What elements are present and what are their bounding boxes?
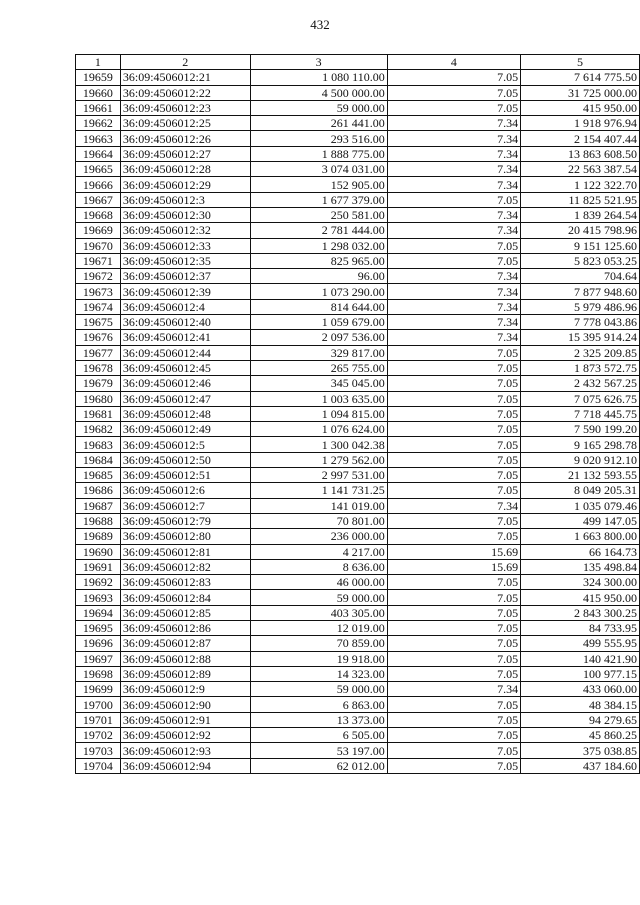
cadastral-number-cell: 36:09:4506012:22 — [120, 85, 250, 100]
area-value-cell: 2 781 444.00 — [250, 223, 387, 238]
cadastral-number-cell: 36:09:4506012:44 — [120, 345, 250, 360]
cadastral-number-cell: 36:09:4506012:84 — [120, 590, 250, 605]
table-row — [76, 636, 640, 651]
row-number-cell: 19670 — [76, 238, 121, 253]
area-value-cell: 59 000.00 — [250, 590, 387, 605]
rate-value-cell: 15.69 — [387, 544, 520, 559]
cadastral-number-cell: 36:09:4506012:85 — [120, 605, 250, 620]
total-value-cell: 48 384.15 — [521, 697, 640, 712]
area-value-cell: 62 012.00 — [250, 758, 387, 773]
area-value-cell: 1 300 042.38 — [250, 437, 387, 452]
rate-value-cell: 7.05 — [387, 70, 520, 85]
rate-value-cell: 7.05 — [387, 620, 520, 635]
total-value-cell: 135 498.84 — [521, 559, 640, 574]
table-row — [76, 620, 640, 635]
total-value-cell: 7 590 199.20 — [521, 422, 640, 437]
row-number-cell: 19678 — [76, 360, 121, 375]
total-value-cell: 15 395 914.24 — [521, 330, 640, 345]
rate-value-cell: 7.05 — [387, 743, 520, 758]
total-value-cell: 7 075 626.75 — [521, 391, 640, 406]
total-value-cell: 7 778 043.86 — [521, 315, 640, 330]
table-row — [76, 100, 640, 115]
row-number-cell: 19682 — [76, 422, 121, 437]
rate-value-cell: 7.05 — [387, 406, 520, 421]
table-row — [76, 437, 640, 452]
row-number-cell: 19672 — [76, 269, 121, 284]
area-value-cell: 1 677 379.00 — [250, 192, 387, 207]
total-value-cell: 9 020 912.10 — [521, 452, 640, 467]
rate-value-cell: 7.34 — [387, 284, 520, 299]
total-value-cell: 433 060.00 — [521, 682, 640, 697]
table-row — [76, 483, 640, 498]
table-row — [76, 284, 640, 299]
total-value-cell: 2 154 407.44 — [521, 131, 640, 146]
table-row — [76, 468, 640, 483]
cadastral-number-cell: 36:09:4506012:80 — [120, 529, 250, 544]
table-row — [76, 253, 640, 268]
table-row — [76, 330, 640, 345]
cadastral-number-cell: 36:09:4506012:45 — [120, 360, 250, 375]
rate-value-cell: 7.05 — [387, 422, 520, 437]
area-value-cell: 1 298 032.00 — [250, 238, 387, 253]
cadastral-number-cell: 36:09:4506012:39 — [120, 284, 250, 299]
header-row — [76, 55, 640, 70]
total-value-cell: 1 663 800.00 — [521, 529, 640, 544]
row-number-cell: 19703 — [76, 743, 121, 758]
total-value-cell: 140 421.90 — [521, 651, 640, 666]
row-number-cell: 19668 — [76, 207, 121, 222]
area-value-cell: 70 859.00 — [250, 636, 387, 651]
area-value-cell: 1 003 635.00 — [250, 391, 387, 406]
area-value-cell: 1 076 624.00 — [250, 422, 387, 437]
cadastral-number-cell: 36:09:4506012:46 — [120, 376, 250, 391]
rate-value-cell: 7.34 — [387, 223, 520, 238]
table-row — [76, 299, 640, 314]
area-value-cell: 152 905.00 — [250, 177, 387, 192]
area-value-cell: 8 636.00 — [250, 559, 387, 574]
row-number-cell: 19661 — [76, 100, 121, 115]
area-value-cell: 14 323.00 — [250, 666, 387, 681]
rate-value-cell: 7.05 — [387, 376, 520, 391]
area-value-cell: 825 965.00 — [250, 253, 387, 268]
area-value-cell: 12 019.00 — [250, 620, 387, 635]
table-row — [76, 743, 640, 758]
rate-value-cell: 7.05 — [387, 651, 520, 666]
row-number-cell: 19683 — [76, 437, 121, 452]
total-value-cell: 2 325 209.85 — [521, 345, 640, 360]
area-value-cell: 13 373.00 — [250, 712, 387, 727]
area-value-cell: 1 080 110.00 — [250, 70, 387, 85]
cadastral-number-cell: 36:09:4506012:40 — [120, 315, 250, 330]
cadastral-number-cell: 36:09:4506012:47 — [120, 391, 250, 406]
cadastral-number-cell: 36:09:4506012:51 — [120, 468, 250, 483]
row-number-cell: 19690 — [76, 544, 121, 559]
table-row — [76, 223, 640, 238]
table-row — [76, 712, 640, 727]
rate-value-cell: 7.05 — [387, 529, 520, 544]
row-number-cell: 19699 — [76, 682, 121, 697]
rate-value-cell: 7.05 — [387, 85, 520, 100]
area-value-cell: 70 801.00 — [250, 513, 387, 528]
table-row — [76, 666, 640, 681]
row-number-cell: 19684 — [76, 452, 121, 467]
total-value-cell: 375 038.85 — [521, 743, 640, 758]
row-number-cell: 19700 — [76, 697, 121, 712]
cadastral-number-cell: 36:09:4506012:90 — [120, 697, 250, 712]
area-value-cell: 6 863.00 — [250, 697, 387, 712]
area-value-cell: 1 059 679.00 — [250, 315, 387, 330]
total-value-cell: 8 049 205.31 — [521, 483, 640, 498]
rate-value-cell: 7.05 — [387, 697, 520, 712]
table-row — [76, 651, 640, 666]
cadastral-value-table — [75, 54, 640, 774]
column-header-4: 4 — [387, 55, 520, 70]
area-value-cell: 261 441.00 — [250, 116, 387, 131]
total-value-cell: 7 718 445.75 — [521, 406, 640, 421]
total-value-cell: 20 415 798.96 — [521, 223, 640, 238]
rate-value-cell: 7.05 — [387, 345, 520, 360]
row-number-cell: 19667 — [76, 192, 121, 207]
area-value-cell: 2 097 536.00 — [250, 330, 387, 345]
total-value-cell: 415 950.00 — [521, 100, 640, 115]
table-row — [76, 682, 640, 697]
cadastral-number-cell: 36:09:4506012:87 — [120, 636, 250, 651]
rate-value-cell: 7.05 — [387, 437, 520, 452]
row-number-cell: 19677 — [76, 345, 121, 360]
total-value-cell: 2 843 300.25 — [521, 605, 640, 620]
cadastral-number-cell: 36:09:4506012:33 — [120, 238, 250, 253]
table-row — [76, 575, 640, 590]
area-value-cell: 1 888 775.00 — [250, 146, 387, 161]
row-number-cell: 19659 — [76, 70, 121, 85]
cadastral-number-cell: 36:09:4506012:5 — [120, 437, 250, 452]
row-number-cell: 19664 — [76, 146, 121, 161]
rate-value-cell: 7.05 — [387, 391, 520, 406]
row-number-cell: 19688 — [76, 513, 121, 528]
row-number-cell: 19679 — [76, 376, 121, 391]
column-header-5: 5 — [521, 55, 640, 70]
table-row — [76, 345, 640, 360]
row-number-cell: 19673 — [76, 284, 121, 299]
area-value-cell: 293 516.00 — [250, 131, 387, 146]
total-value-cell: 415 950.00 — [521, 590, 640, 605]
rate-value-cell: 7.34 — [387, 299, 520, 314]
total-value-cell: 324 300.00 — [521, 575, 640, 590]
area-value-cell: 6 505.00 — [250, 728, 387, 743]
row-number-cell: 19662 — [76, 116, 121, 131]
area-value-cell: 141 019.00 — [250, 498, 387, 513]
row-number-cell: 19680 — [76, 391, 121, 406]
cadastral-number-cell: 36:09:4506012:4 — [120, 299, 250, 314]
area-value-cell: 46 000.00 — [250, 575, 387, 590]
total-value-cell: 1 839 264.54 — [521, 207, 640, 222]
table-row — [76, 269, 640, 284]
rate-value-cell: 7.05 — [387, 513, 520, 528]
cadastral-number-cell: 36:09:4506012:26 — [120, 131, 250, 146]
rate-value-cell: 7.05 — [387, 728, 520, 743]
rate-value-cell: 7.05 — [387, 468, 520, 483]
rate-value-cell: 7.34 — [387, 146, 520, 161]
column-header-1: 1 — [76, 55, 121, 70]
area-value-cell: 4 217.00 — [250, 544, 387, 559]
table-row — [76, 116, 640, 131]
row-number-cell: 19702 — [76, 728, 121, 743]
rate-value-cell: 7.05 — [387, 575, 520, 590]
rate-value-cell: 7.34 — [387, 498, 520, 513]
table-row — [76, 728, 640, 743]
area-value-cell: 250 581.00 — [250, 207, 387, 222]
rate-value-cell: 7.34 — [387, 162, 520, 177]
table-row — [76, 131, 640, 146]
cadastral-number-cell: 36:09:4506012:27 — [120, 146, 250, 161]
cadastral-number-cell: 36:09:4506012:37 — [120, 269, 250, 284]
total-value-cell: 437 184.60 — [521, 758, 640, 773]
area-value-cell: 19 918.00 — [250, 651, 387, 666]
area-value-cell: 96.00 — [250, 269, 387, 284]
table-row — [76, 422, 640, 437]
rate-value-cell: 7.05 — [387, 605, 520, 620]
rate-value-cell: 7.05 — [387, 192, 520, 207]
cadastral-number-cell: 36:09:4506012:9 — [120, 682, 250, 697]
total-value-cell: 1 918 976.94 — [521, 116, 640, 131]
table-row — [76, 238, 640, 253]
rate-value-cell: 7.05 — [387, 590, 520, 605]
row-number-cell: 19674 — [76, 299, 121, 314]
total-value-cell: 22 563 387.54 — [521, 162, 640, 177]
area-value-cell: 1 279 562.00 — [250, 452, 387, 467]
rate-value-cell: 7.05 — [387, 238, 520, 253]
rate-value-cell: 7.34 — [387, 116, 520, 131]
cadastral-number-cell: 36:09:4506012:6 — [120, 483, 250, 498]
table-row — [76, 758, 640, 773]
total-value-cell: 11 825 521.95 — [521, 192, 640, 207]
column-header-2: 2 — [120, 55, 250, 70]
row-number-cell: 19695 — [76, 620, 121, 635]
table-row — [76, 146, 640, 161]
rate-value-cell: 7.34 — [387, 131, 520, 146]
row-number-cell: 19666 — [76, 177, 121, 192]
table-row — [76, 391, 640, 406]
row-number-cell: 19698 — [76, 666, 121, 681]
area-value-cell: 53 197.00 — [250, 743, 387, 758]
cadastral-number-cell: 36:09:4506012:23 — [120, 100, 250, 115]
cadastral-number-cell: 36:09:4506012:81 — [120, 544, 250, 559]
area-value-cell: 59 000.00 — [250, 682, 387, 697]
total-value-cell: 84 733.95 — [521, 620, 640, 635]
row-number-cell: 19694 — [76, 605, 121, 620]
total-value-cell: 499 147.05 — [521, 513, 640, 528]
table-row — [76, 697, 640, 712]
total-value-cell: 21 132 593.55 — [521, 468, 640, 483]
row-number-cell: 19696 — [76, 636, 121, 651]
rate-value-cell: 7.05 — [387, 636, 520, 651]
total-value-cell: 5 979 486.96 — [521, 299, 640, 314]
rate-value-cell: 7.34 — [387, 682, 520, 697]
cadastral-number-cell: 36:09:4506012:30 — [120, 207, 250, 222]
total-value-cell: 499 555.95 — [521, 636, 640, 651]
cadastral-number-cell: 36:09:4506012:49 — [120, 422, 250, 437]
table-row — [76, 452, 640, 467]
table-row — [76, 162, 640, 177]
cadastral-number-cell: 36:09:4506012:35 — [120, 253, 250, 268]
table-row — [76, 559, 640, 574]
area-value-cell: 345 045.00 — [250, 376, 387, 391]
cadastral-number-cell: 36:09:4506012:89 — [120, 666, 250, 681]
rate-value-cell: 7.05 — [387, 360, 520, 375]
area-value-cell: 2 997 531.00 — [250, 468, 387, 483]
total-value-cell: 1 122 322.70 — [521, 177, 640, 192]
rate-value-cell: 7.05 — [387, 758, 520, 773]
total-value-cell: 9 165 298.78 — [521, 437, 640, 452]
cadastral-number-cell: 36:09:4506012:79 — [120, 513, 250, 528]
table-row — [76, 590, 640, 605]
table-row — [76, 207, 640, 222]
cadastral-number-cell: 36:09:4506012:41 — [120, 330, 250, 345]
total-value-cell: 94 279.65 — [521, 712, 640, 727]
total-value-cell: 31 725 000.00 — [521, 85, 640, 100]
table-row — [76, 605, 640, 620]
cadastral-number-cell: 36:09:4506012:3 — [120, 192, 250, 207]
total-value-cell: 66 164.73 — [521, 544, 640, 559]
total-value-cell: 13 863 608.50 — [521, 146, 640, 161]
row-number-cell: 19687 — [76, 498, 121, 513]
table-row — [76, 315, 640, 330]
total-value-cell: 1 873 572.75 — [521, 360, 640, 375]
rate-value-cell: 7.34 — [387, 315, 520, 330]
total-value-cell: 9 151 125.60 — [521, 238, 640, 253]
table-row — [76, 192, 640, 207]
area-value-cell: 403 305.00 — [250, 605, 387, 620]
row-number-cell: 19693 — [76, 590, 121, 605]
row-number-cell: 19669 — [76, 223, 121, 238]
row-number-cell: 19660 — [76, 85, 121, 100]
rate-value-cell: 7.34 — [387, 207, 520, 222]
rate-value-cell: 7.05 — [387, 483, 520, 498]
row-number-cell: 19704 — [76, 758, 121, 773]
row-number-cell: 19676 — [76, 330, 121, 345]
area-value-cell: 59 000.00 — [250, 100, 387, 115]
table-row — [76, 360, 640, 375]
rate-value-cell: 7.05 — [387, 712, 520, 727]
cadastral-number-cell: 36:09:4506012:86 — [120, 620, 250, 635]
page-number: 432 — [310, 17, 330, 32]
total-value-cell: 45 860.25 — [521, 728, 640, 743]
row-number-cell: 19686 — [76, 483, 121, 498]
area-value-cell: 265 755.00 — [250, 360, 387, 375]
cadastral-number-cell: 36:09:4506012:93 — [120, 743, 250, 758]
table-row — [76, 513, 640, 528]
cadastral-number-cell: 36:09:4506012:7 — [120, 498, 250, 513]
row-number-cell: 19701 — [76, 712, 121, 727]
cadastral-number-cell: 36:09:4506012:29 — [120, 177, 250, 192]
table-row — [76, 406, 640, 421]
row-number-cell: 19671 — [76, 253, 121, 268]
total-value-cell: 2 432 567.25 — [521, 376, 640, 391]
area-value-cell: 3 074 031.00 — [250, 162, 387, 177]
cadastral-number-cell: 36:09:4506012:82 — [120, 559, 250, 574]
row-number-cell: 19692 — [76, 575, 121, 590]
cadastral-number-cell: 36:09:4506012:28 — [120, 162, 250, 177]
table-row — [76, 529, 640, 544]
rate-value-cell: 7.05 — [387, 452, 520, 467]
row-number-cell: 19689 — [76, 529, 121, 544]
total-value-cell: 5 823 053.25 — [521, 253, 640, 268]
total-value-cell: 1 035 079.46 — [521, 498, 640, 513]
table-row — [76, 85, 640, 100]
table-row — [76, 498, 640, 513]
rate-value-cell: 7.34 — [387, 177, 520, 192]
rate-value-cell: 7.05 — [387, 666, 520, 681]
cadastral-number-cell: 36:09:4506012:32 — [120, 223, 250, 238]
rate-value-cell: 15.69 — [387, 559, 520, 574]
row-number-cell: 19663 — [76, 131, 121, 146]
row-number-cell: 19675 — [76, 315, 121, 330]
row-number-cell: 19697 — [76, 651, 121, 666]
row-number-cell: 19681 — [76, 406, 121, 421]
cadastral-number-cell: 36:09:4506012:88 — [120, 651, 250, 666]
rate-value-cell: 7.05 — [387, 253, 520, 268]
table-row — [76, 177, 640, 192]
total-value-cell: 7 614 775.50 — [521, 70, 640, 85]
cadastral-number-cell: 36:09:4506012:25 — [120, 116, 250, 131]
column-header-3: 3 — [250, 55, 387, 70]
table-row — [76, 70, 640, 85]
area-value-cell: 1 094 815.00 — [250, 406, 387, 421]
cadastral-number-cell: 36:09:4506012:94 — [120, 758, 250, 773]
area-value-cell: 1 073 290.00 — [250, 284, 387, 299]
total-value-cell: 7 877 948.60 — [521, 284, 640, 299]
rate-value-cell: 7.34 — [387, 330, 520, 345]
row-number-cell: 19691 — [76, 559, 121, 574]
cadastral-number-cell: 36:09:4506012:92 — [120, 728, 250, 743]
cadastral-number-cell: 36:09:4506012:48 — [120, 406, 250, 421]
table-body — [76, 70, 640, 774]
area-value-cell: 814 644.00 — [250, 299, 387, 314]
cadastral-number-cell: 36:09:4506012:21 — [120, 70, 250, 85]
cadastral-number-cell: 36:09:4506012:83 — [120, 575, 250, 590]
row-number-cell: 19665 — [76, 162, 121, 177]
row-number-cell: 19685 — [76, 468, 121, 483]
area-value-cell: 1 141 731.25 — [250, 483, 387, 498]
cadastral-number-cell: 36:09:4506012:91 — [120, 712, 250, 727]
total-value-cell: 100 977.15 — [521, 666, 640, 681]
table-row — [76, 544, 640, 559]
area-value-cell: 236 000.00 — [250, 529, 387, 544]
area-value-cell: 4 500 000.00 — [250, 85, 387, 100]
area-value-cell: 329 817.00 — [250, 345, 387, 360]
total-value-cell: 704.64 — [521, 269, 640, 284]
rate-value-cell: 7.34 — [387, 269, 520, 284]
rate-value-cell: 7.05 — [387, 100, 520, 115]
cadastral-number-cell: 36:09:4506012:50 — [120, 452, 250, 467]
table-row — [76, 376, 640, 391]
